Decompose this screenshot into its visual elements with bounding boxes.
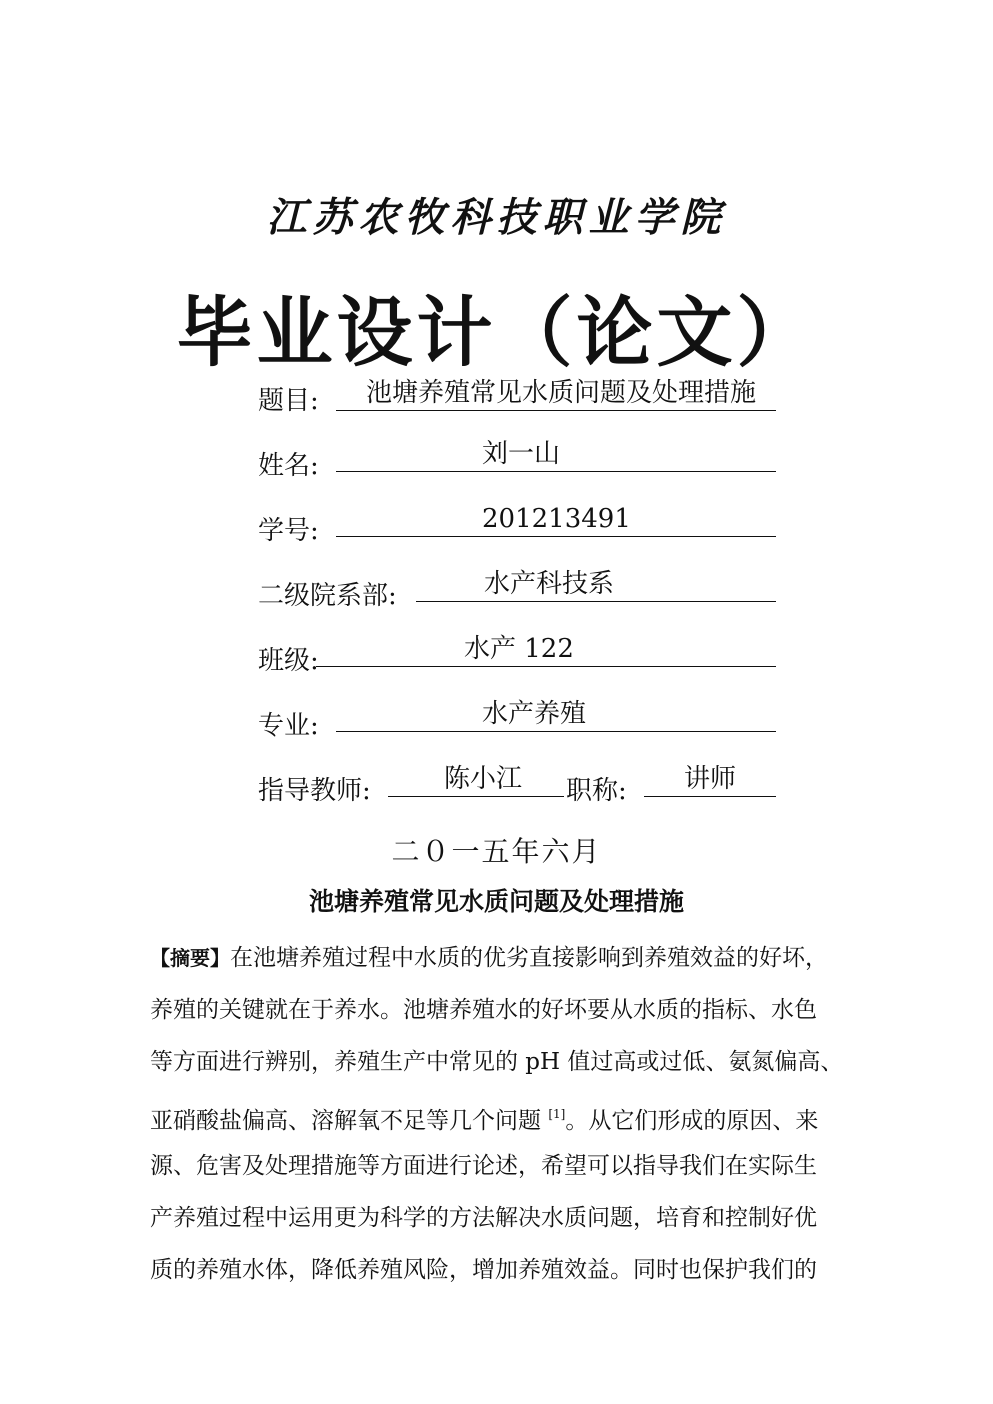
abstract-text: 亚硝酸盐偏高、溶解氧不足等几个问题 bbox=[150, 1108, 541, 1134]
class-label: 班级: bbox=[258, 646, 319, 676]
abstract-line: 等方面进行辨别，养殖生产中常见的 pH 值过高或过低、氨氮偏高、 bbox=[150, 1049, 844, 1075]
major-label: 专业: bbox=[258, 711, 319, 741]
student-id-value: 201213491 bbox=[482, 504, 631, 534]
advisor-line bbox=[388, 762, 564, 797]
abstract-line: 养殖的关键就在于养水。池塘养殖水的好坏要从水质的指标、水色 bbox=[150, 997, 817, 1023]
name-label: 姓名: bbox=[258, 451, 319, 481]
name-line bbox=[336, 437, 776, 472]
professional-title-label: 职称: bbox=[566, 776, 627, 806]
citation-marker: [1] bbox=[548, 1107, 566, 1121]
class-value: 水产 122 bbox=[464, 634, 574, 664]
student-id-label: 学号: bbox=[258, 516, 319, 546]
major-value: 水产养殖 bbox=[482, 699, 587, 729]
paper-title: 池塘养殖常见水质问题及处理措施 bbox=[308, 887, 684, 916]
department-value: 水产科技系 bbox=[484, 569, 615, 599]
abstract-text: 在池塘养殖过程中水质的优劣直接影响到养殖效益的好坏， bbox=[230, 945, 828, 971]
department-label: 二级院系部: bbox=[258, 581, 397, 611]
abstract-line bbox=[150, 1088, 840, 1140]
professional-title-value: 讲师 bbox=[684, 764, 737, 794]
abstract-line bbox=[150, 932, 840, 984]
abstract-tag: 【摘要】 bbox=[150, 946, 230, 970]
abstract-text: 。从它们形成的原因、来 bbox=[565, 1108, 819, 1134]
professional-title-line bbox=[644, 762, 776, 797]
topic-value: 池塘养殖常见水质问题及处理措施 bbox=[366, 378, 757, 408]
topic-label: 题目: bbox=[258, 386, 319, 416]
class-line bbox=[316, 632, 776, 667]
abstract bbox=[150, 932, 844, 1296]
name-value: 刘一山 bbox=[482, 439, 561, 469]
date: 二０一五年六月 bbox=[391, 835, 602, 868]
advisor-label: 指导教师: bbox=[258, 776, 371, 806]
abstract-line: 源、危害及处理措施等方面进行论述，希望可以指导我们在实际生 bbox=[150, 1153, 817, 1179]
major-line bbox=[336, 697, 776, 732]
thesis-type-heading: 毕业设计（论文） bbox=[176, 288, 817, 377]
advisor-value: 陈小江 bbox=[444, 764, 523, 794]
abstract-line: 产养殖过程中运用更为科学的方法解决水质问题，培育和控制好优 bbox=[150, 1205, 817, 1231]
school-name: 江苏农牧科技职业学院 bbox=[266, 194, 727, 241]
abstract-line: 质的养殖水体，降低养殖风险，增加养殖效益。同时也保护我们的 bbox=[150, 1257, 817, 1283]
student-id-line bbox=[336, 502, 776, 537]
topic-line bbox=[336, 376, 776, 411]
department-line bbox=[416, 567, 776, 602]
